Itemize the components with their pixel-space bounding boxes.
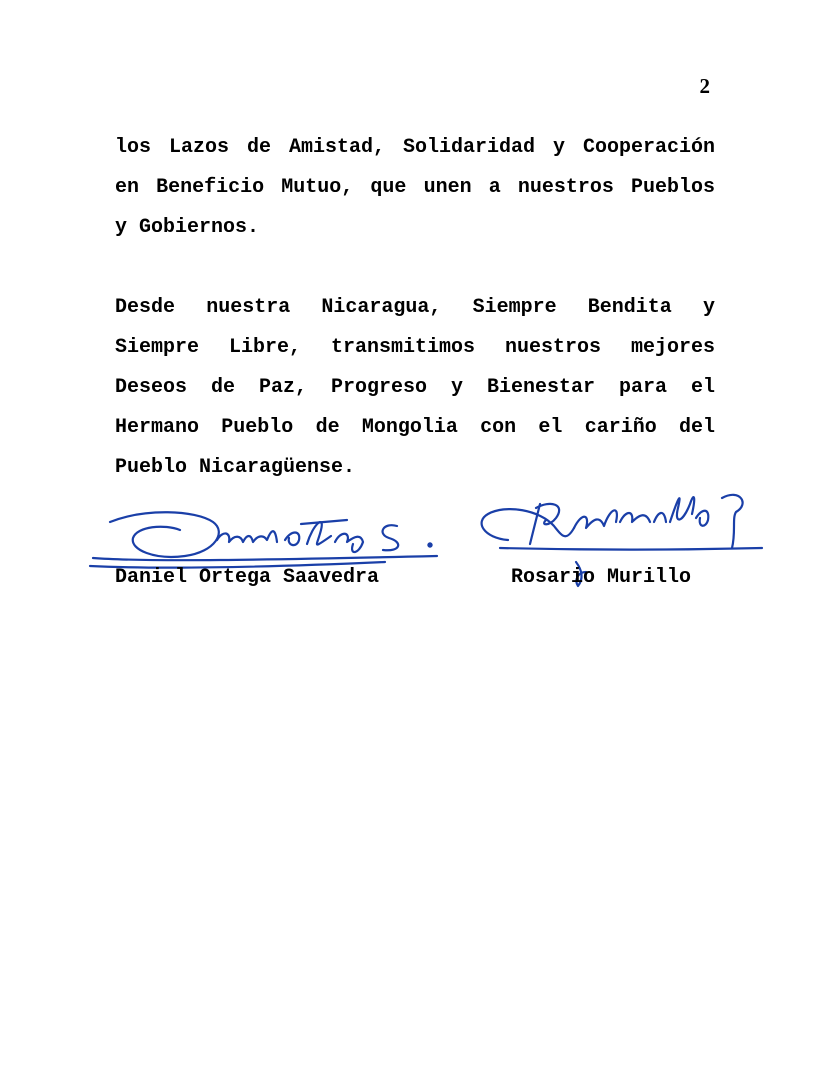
text-line: en Beneficio Mutuo, que unen a nuestros Pueblos [115, 176, 715, 199]
signer-name-murillo: Rosario Murillo [511, 566, 692, 589]
text-line: Siempre Libre, transmitimos nuestros mejores [115, 336, 715, 359]
page-number: 2 [699, 74, 710, 98]
text-line: Deseos de Paz, Progreso y Bienestar para el [115, 376, 715, 399]
text-line: Pueblo Nicaragüense. [115, 456, 356, 479]
signer-name-ortega: Daniel Ortega Saavedra [115, 566, 380, 589]
text-line: y Gobiernos. [115, 216, 260, 239]
text-line: Hermano Pueblo de Mongolia con el cariño del [115, 416, 715, 439]
text-line: Desde nuestra Nicaragua, Siempre Bendita y [115, 296, 715, 319]
text-line: los Lazos de Amistad, Solidaridad y Cooperación [115, 136, 715, 159]
body-paragraph-2 [115, 288, 715, 488]
body-paragraph-1 [115, 128, 715, 248]
